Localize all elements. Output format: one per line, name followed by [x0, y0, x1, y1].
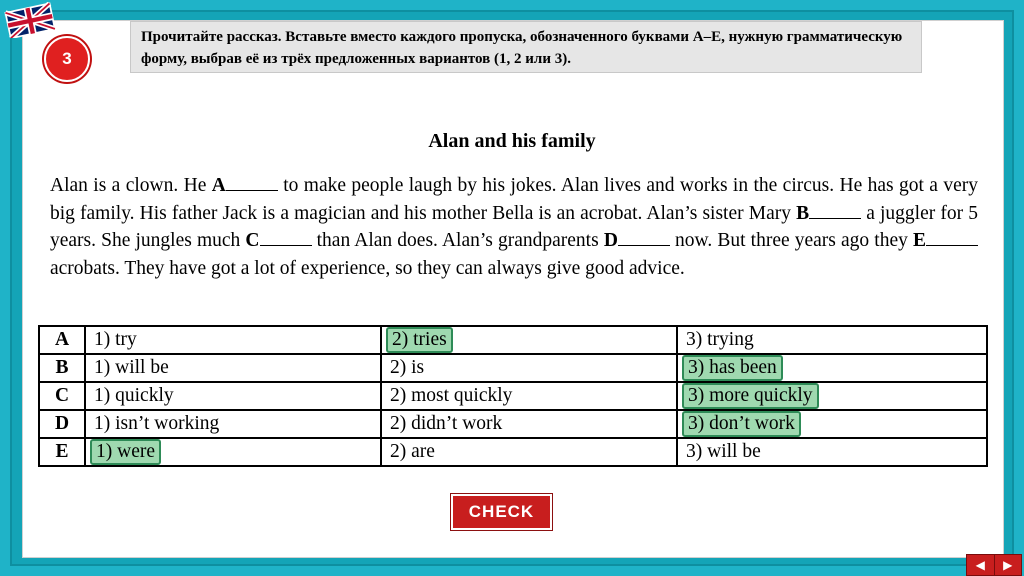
- option-label: 2) is: [390, 357, 425, 378]
- gap-letter: C: [245, 230, 260, 251]
- task-number-badge: 3: [44, 36, 90, 82]
- option-cell[interactable]: [677, 438, 987, 466]
- option-cell[interactable]: [381, 354, 677, 382]
- option-row-b: [39, 354, 987, 382]
- option-label: 2) didn’t work: [390, 413, 503, 434]
- story-text: [50, 172, 978, 282]
- option-letter: B: [39, 354, 85, 382]
- option-cell[interactable]: [677, 354, 987, 382]
- gap-letter: D: [603, 230, 618, 251]
- story-part: a juggler for 5 years. She jungles much: [50, 202, 978, 251]
- option-cell[interactable]: [381, 382, 677, 410]
- option-row-d: [39, 410, 987, 438]
- option-cell[interactable]: [85, 410, 381, 438]
- selected-option: 2) tries: [386, 327, 453, 353]
- gap-blank: [260, 229, 312, 246]
- selected-option: 1) were: [90, 439, 161, 465]
- gap-blank: [226, 174, 278, 191]
- option-cell[interactable]: [85, 354, 381, 382]
- gap-blank: [809, 202, 861, 219]
- check-button[interactable]: CHECK: [451, 494, 552, 530]
- selected-option: 3) more quickly: [682, 383, 819, 409]
- option-label: 2) are: [390, 441, 435, 462]
- option-label: 3) trying: [686, 329, 754, 350]
- option-letter: A: [39, 326, 85, 354]
- option-letter: C: [39, 382, 85, 410]
- gap-letter: E: [912, 230, 926, 251]
- option-cell[interactable]: [677, 326, 987, 354]
- story-part: than Alan does. Alan’s grandparents: [311, 230, 604, 251]
- slide-panel: [22, 20, 1004, 558]
- option-cell[interactable]: [381, 326, 677, 354]
- story-part: acrobats. They have got a lot of experience, so they can always give good advice.: [50, 257, 685, 279]
- option-label: 1) isn’t working: [94, 413, 220, 434]
- slide-nav: [966, 554, 1022, 576]
- options-table: [38, 325, 988, 467]
- option-label: 1) will be: [94, 357, 169, 378]
- option-cell[interactable]: [85, 382, 381, 410]
- selected-option: 3) don’t work: [682, 411, 801, 437]
- story-part: now. But three years ago they: [669, 230, 913, 251]
- selected-option: 3) has been: [682, 355, 783, 381]
- gap-blank: [926, 229, 978, 246]
- option-cell[interactable]: [677, 410, 987, 438]
- option-cell[interactable]: [85, 326, 381, 354]
- arrow-left-icon[interactable]: ◀: [975, 558, 985, 572]
- option-row-c: [39, 382, 987, 410]
- gap-blank: [618, 229, 670, 246]
- option-cell[interactable]: [677, 382, 987, 410]
- gap-letter: A: [211, 175, 226, 196]
- uk-flag-icon: [4, 2, 56, 38]
- option-letter: D: [39, 410, 85, 438]
- story-title: Alan and his family: [428, 130, 596, 152]
- option-letter: E: [39, 438, 85, 466]
- task-instruction: Прочитайте рассказ. Вставьте вместо каждого пропуска, обозначенного буквами A–E, нужную грамматическую форму, выбрав её из трёх предложенных вариантов (1, 2 или 3).: [130, 21, 922, 73]
- option-cell[interactable]: [381, 438, 677, 466]
- option-cell[interactable]: [381, 410, 677, 438]
- option-cell[interactable]: [85, 438, 381, 466]
- option-label: 3) will be: [686, 441, 761, 462]
- option-label: 1) quickly: [94, 385, 174, 406]
- option-row-e: [39, 438, 987, 466]
- arrow-right-icon[interactable]: ▶: [994, 555, 1022, 575]
- option-label: 2) most quickly: [390, 385, 513, 406]
- option-row-a: [39, 326, 987, 354]
- story-part: Alan is a clown. He: [50, 175, 212, 196]
- option-label: 1) try: [94, 329, 137, 350]
- gap-letter: B: [796, 202, 810, 224]
- story-part: to make people laugh by his jokes. Alan lives and works in the circus. He has got a very big family. His father Jack is a magician and his mother Bella is an acrobat. Alan’s sister Mary: [50, 175, 978, 224]
